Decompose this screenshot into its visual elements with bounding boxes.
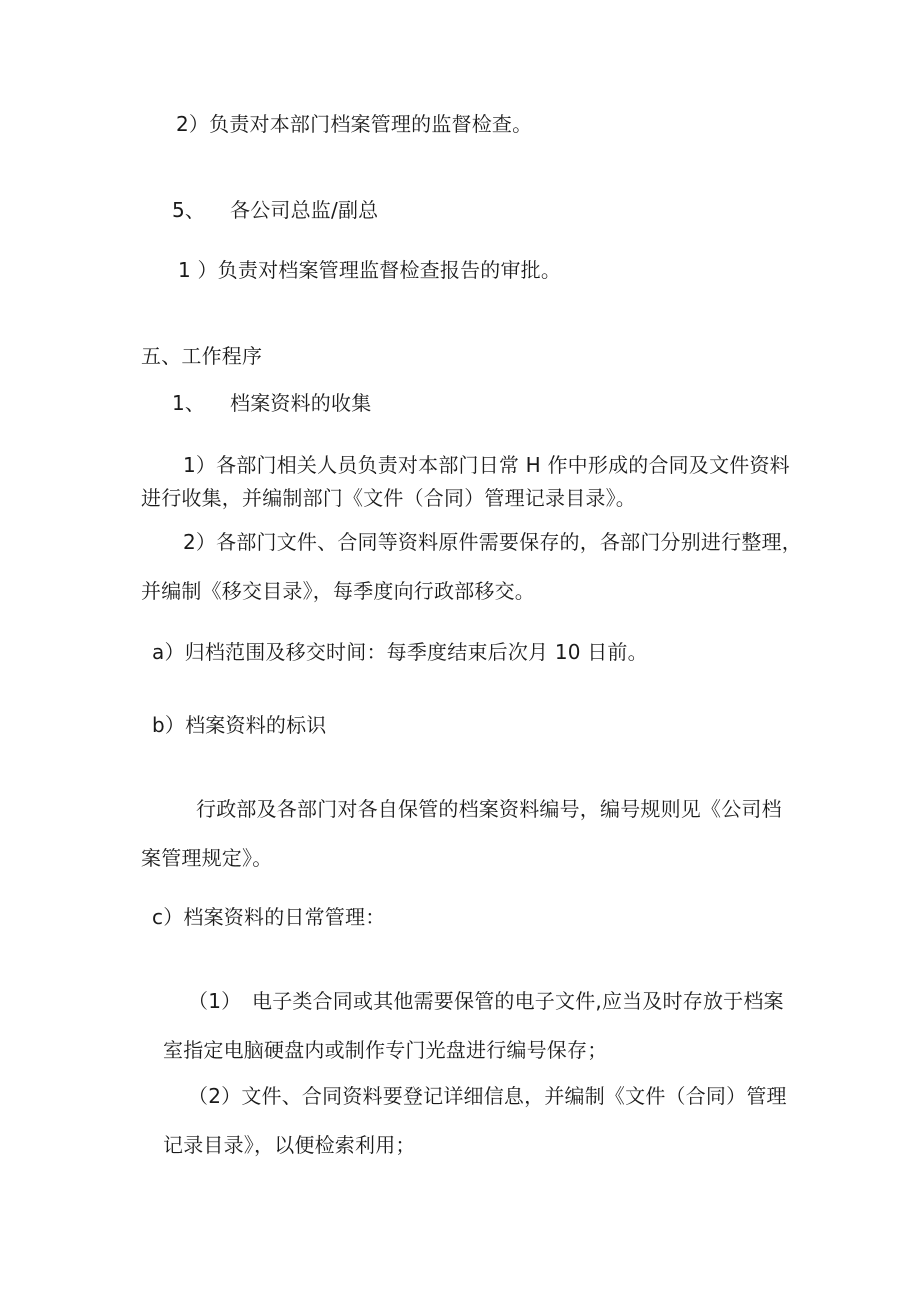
para-3-line-2: 案管理规定》。 — [141, 846, 273, 870]
para-3-line-1: 行政部及各部门对各自保管的档案资料编号，编号规则见《公司档 — [196, 797, 782, 821]
chapter-heading: 五、工作程序 — [141, 344, 263, 368]
sub-item-1-line-2: 室指定电脑硬盘内或制作专门光盘进行编号保存； — [163, 1038, 608, 1062]
sub-item-1-number: （1） — [188, 989, 242, 1013]
para-2-line-1: 2）各部门文件、合同等资料原件需要保存的，各部门分别进行整理， — [183, 530, 802, 554]
section-5-number: 5、 — [172, 198, 206, 222]
sub-item-2-line-1: （2）文件、合同资料要登记详细信息，并编制《文件（合同）管理 — [188, 1084, 787, 1108]
para-2-line-2: 并编制《移交目录》，每季度向行政部移交。 — [141, 579, 535, 603]
section-5-title: 各公司总监/副总 — [230, 198, 379, 222]
para-1-line-2: 进行收集，并编制部门《文件（合同）管理记录目录》。 — [141, 486, 636, 510]
para-1-line-1: 1）各部门相关人员负责对本部门日常 H 作中形成的合同及文件资料 — [183, 453, 790, 477]
sub-item-1-line-1: 电子类合同或其他需要保管的电子文件,应当及时存放于档案 — [252, 989, 784, 1013]
step-1-title: 档案资料的收集 — [230, 391, 372, 415]
step-1-number: 1、 — [172, 391, 206, 415]
item-c-text: c）档案资料的日常管理： — [152, 905, 386, 929]
duty-1-approval-text: 1 ）负责对档案管理监督检查报告的审批。 — [178, 258, 562, 282]
item-a-text: a）归档范围及移交时间：每季度结束后次月 10 日前。 — [152, 640, 648, 664]
duty-2-text: 2）负责对本部门档案管理的监督检查。 — [176, 112, 533, 136]
item-b-text: b）档案资料的标识 — [152, 713, 327, 737]
sub-item-2-line-2: 记录目录》，以便检索利用； — [163, 1133, 416, 1157]
